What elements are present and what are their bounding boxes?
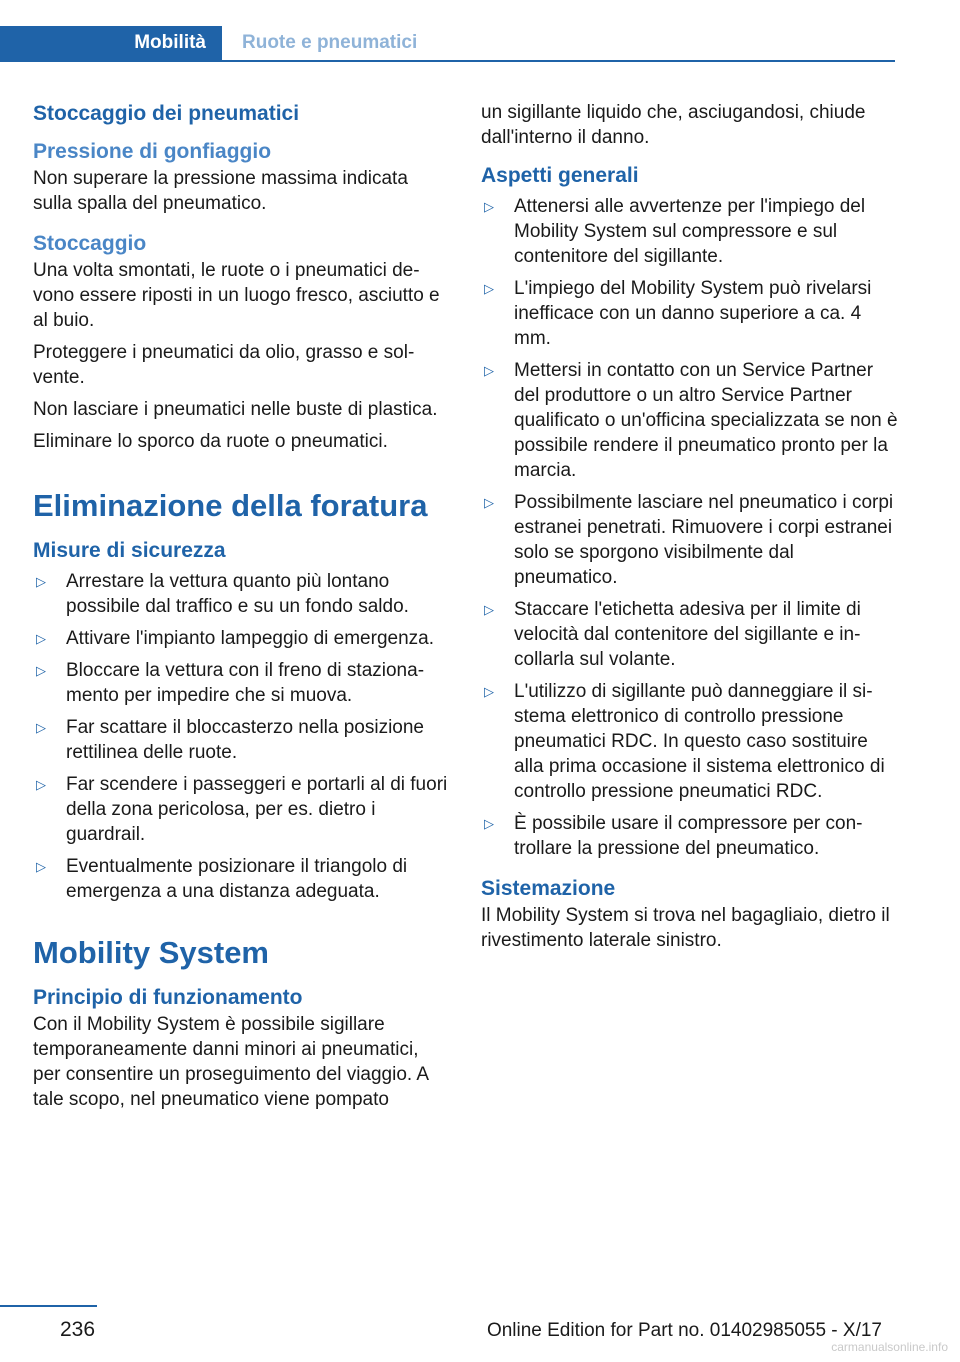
header-tab-ruote — [224, 26, 524, 62]
paragraph-continuation: un sigillante liquido che, asciugandosi, chiude dall'interno il danno. — [481, 102, 866, 148]
list-item: ▷ È possibile usare il compressore per controllare la pressione del pneumatico. — [484, 813, 863, 859]
list-item: ▷ Far scendere i passeggeri e portarli al di fuori della zona pericolosa, per es. dietro i guardrail. — [36, 774, 448, 845]
paragraph-stoccaggio-3: Non lasciare i pneumatici nelle buste di plastica. — [33, 399, 438, 420]
bullet-triangle-icon: ▷ — [484, 816, 494, 831]
list-item: ▷ Mettersi in contatto con un Service Partner del produttore o un altro Service Partner qualificato o un'officina specializzata se non è possibile rendere il pneumatico pronto per la marcia. — [484, 360, 898, 481]
heading-mobility-system: Mobility System — [33, 935, 269, 970]
bullet-triangle-icon: ▷ — [36, 720, 46, 735]
list-item: ▷ Far scattare il bloccasterzo nella posizione rettilinea delle ruote. — [36, 717, 425, 763]
header-tab-mobilita-label: Mobilità — [134, 32, 206, 53]
footer-rule — [0, 1305, 97, 1307]
paragraph-stoccaggio-1: Una volta smontati, le ruote o i pneumatici devono essere riposti in un luogo fresco, asciutto e al buio. — [33, 260, 440, 331]
bullet-triangle-icon: ▷ — [484, 495, 494, 510]
list-item: ▷ L'utilizzo di sigillante può danneggiare il sistema elettronico di controllo pressione pneumatici RDC. In questo caso sostituire alla prima occasione il sistema elettronico di controllo pressione pneumatici RDC. — [484, 681, 885, 802]
page-number: 236 — [60, 1318, 96, 1341]
bullet-triangle-icon: ▷ — [36, 663, 46, 678]
heading-stoccaggio: Stoccaggio — [33, 232, 147, 255]
paragraph-sistemazione: Il Mobility System si trova nel bagagliaio, dietro il rivestimento laterale sinistro. — [481, 905, 890, 951]
bullet-triangle-icon: ▷ — [484, 602, 494, 617]
bullet-triangle-icon: ▷ — [36, 574, 46, 589]
list-item: ▷ Staccare l'etichetta adesiva per il limite di velocità dal contenitore del sigillante e incollarla sul volante. — [484, 599, 861, 670]
heading-misure: Misure di sicurezza — [33, 539, 226, 562]
list-misure — [33, 569, 451, 904]
watermark: carmanualsonline.info — [831, 1340, 948, 1354]
list-item: ▷ Attenersi alle avvertenze per l'impiego del Mobility System sul compressore e sul contenitore del sigillante. — [484, 196, 866, 267]
list-item: ▷ Attivare l'impianto lampeggio di emergenza. — [36, 628, 434, 649]
heading-sistemazione: Sistemazione — [481, 877, 616, 900]
bullet-triangle-icon: ▷ — [484, 199, 494, 214]
list-item: ▷ Bloccare la vettura con il freno di stazionamento per impedire che si muova. — [36, 660, 425, 706]
header-tab-mobilita — [0, 26, 222, 62]
paragraph-principio: Con il Mobility System è possibile sigillare temporaneamente danni minori ai pneumatici, per consentire un proseguimento del viaggio. A tale scopo, nel pneumatico viene pompato — [33, 1014, 429, 1110]
paragraph-stoccaggio-4: Eliminare lo sporco da ruote o pneumatici. — [33, 431, 388, 452]
edition-note: Online Edition for Part no. 01402985055 - X/17 — [486, 1320, 882, 1341]
bullet-triangle-icon: ▷ — [484, 363, 494, 378]
heading-aspetti: Aspetti generali — [481, 164, 639, 187]
heading-stoccaggio-pneumatici: Stoccaggio dei pneumatici — [33, 102, 300, 125]
heading-pressione: Pressione di gonfiaggio — [33, 140, 272, 163]
bullet-triangle-icon: ▷ — [484, 281, 494, 296]
list-aspetti — [481, 194, 901, 861]
heading-foratura: Eliminazione della foratura — [33, 488, 428, 523]
list-item: ▷ Eventualmente posizionare il triangolo di emergenza a una distanza adeguata. — [36, 856, 408, 902]
list-item: ▷ Possibilmente lasciare nel pneumatico i corpi estranei penetrati. Rimuovere i corpi estranei solo se sporgono visibilmente dal pneumatico. — [484, 492, 894, 588]
bullet-triangle-icon: ▷ — [36, 859, 46, 874]
bullet-triangle-icon: ▷ — [36, 631, 46, 646]
header-tab-ruote-label: Ruote e pneumatici — [242, 32, 418, 53]
list-item: ▷ L'impiego del Mobility System può rivelarsi inefficace con un danno superiore a ca. 4 mm. — [484, 278, 872, 349]
paragraph-stoccaggio-2: Proteggere i pneumatici da olio, grasso e solvente. — [33, 342, 415, 388]
right-column — [481, 100, 901, 953]
bullet-triangle-icon: ▷ — [36, 777, 46, 792]
heading-principio: Principio di funzionamento — [33, 986, 303, 1009]
left-column — [33, 100, 451, 1112]
bullet-triangle-icon: ▷ — [484, 684, 494, 699]
header-rule — [0, 60, 895, 62]
paragraph-pressione: Non superare la pressione massima indicata sulla spalla del pneumatico. — [33, 168, 408, 214]
list-item: ▷ Arrestare la vettura quanto più lontano possibile dal traffico e su un fondo saldo. — [36, 571, 409, 617]
